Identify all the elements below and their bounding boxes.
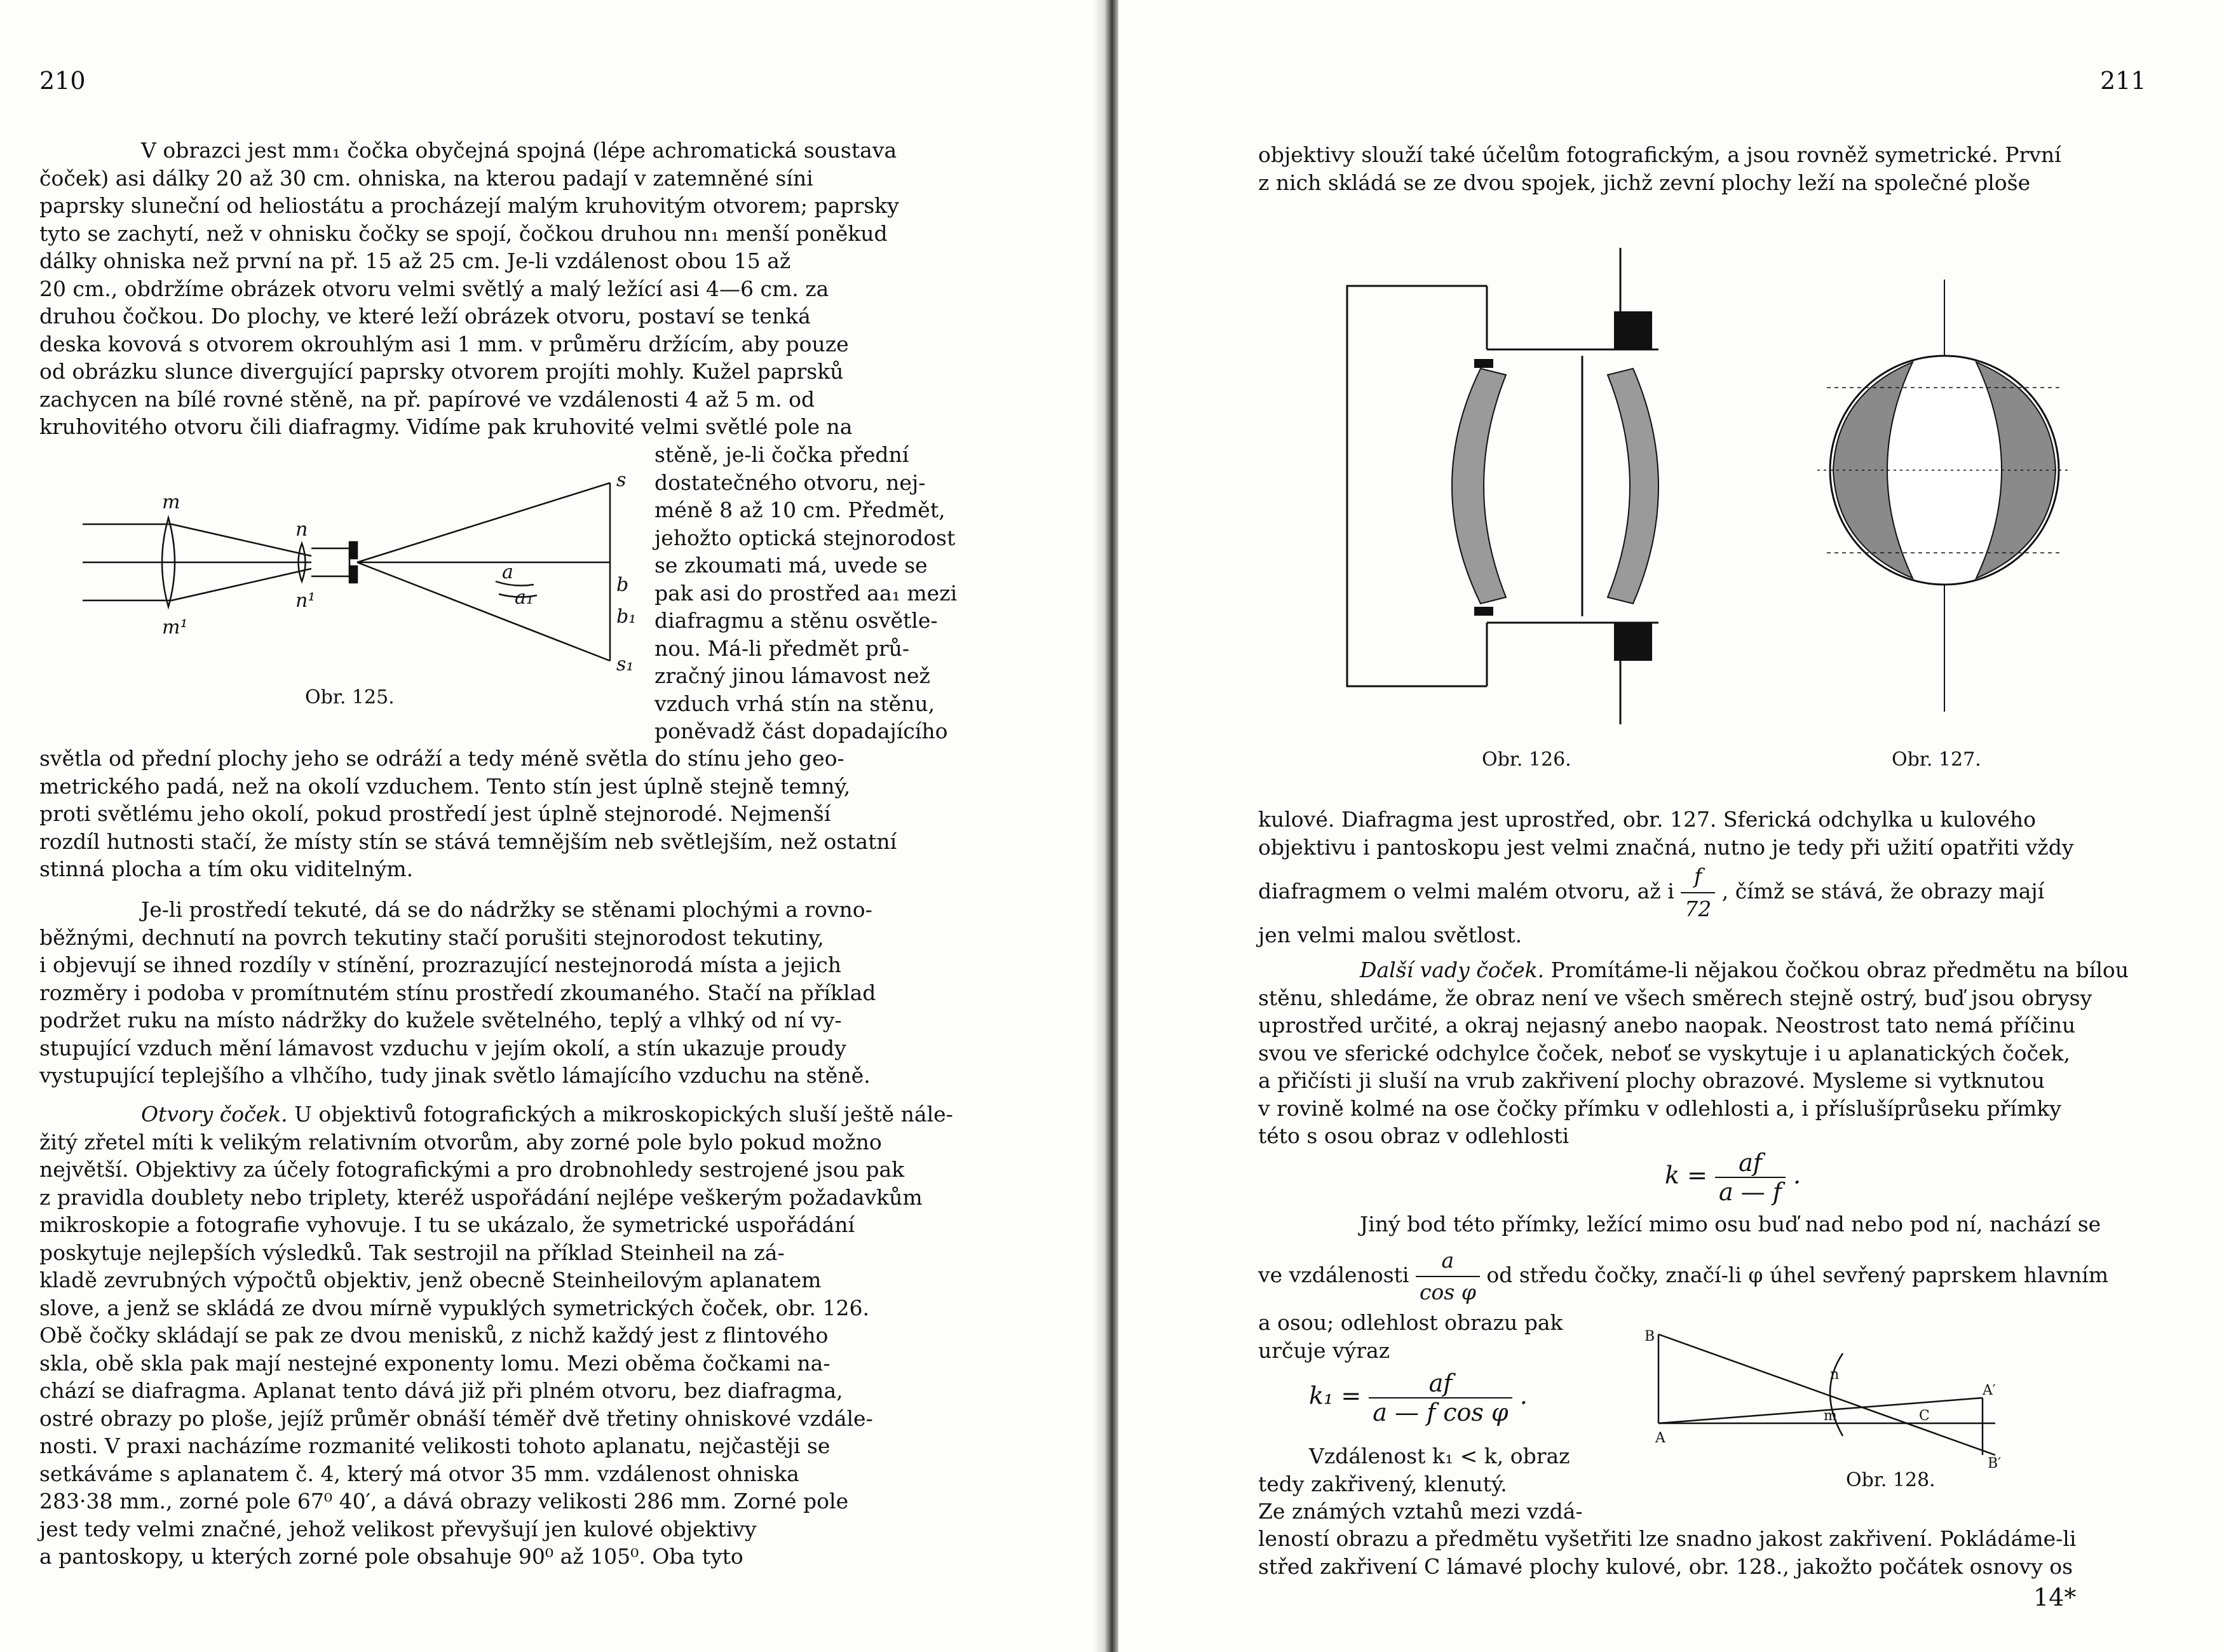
text-line: i objevují se ihned rozdíly v stínění, prozrazující nestejnorodá místa a jejich	[39, 952, 841, 977]
text-line: určuje výraz	[1258, 1337, 1390, 1363]
text-line: kruhovitého otvoru čili diafragmy. Vidíme pak kruhovité velmi světlé pole na	[39, 414, 853, 439]
text-line: druhou čočkou. Do plochy, ve které leží obrázek otvoru, postaví se tenká	[39, 304, 811, 328]
text-line: Jiný bod této přímky, ležící mimo osu buď nad nebo pod ní, nachází se	[1360, 1212, 2101, 1236]
label-n: n	[1830, 1367, 1840, 1383]
page-number: 211	[2100, 67, 2146, 95]
label-s1: s₁	[616, 653, 634, 675]
section-title: Otvory čoček.	[141, 1102, 288, 1127]
text-line: deska kovová s otvorem okrouhlým asi 1 mm. v průměru držícím, aby pouze	[39, 331, 849, 356]
page-number: 210	[39, 67, 86, 95]
figure-126	[1341, 229, 1735, 724]
text-line: méně 8 až 10 cm. Předmět,	[654, 498, 946, 522]
formula-k1: k₁ = $\frac{af}{\text{a — f cos φ}}$ .	[1309, 1369, 1528, 1426]
text-line: rozdíl hutnosti stačí, že místy stín se stává temnějším neb světlejším, než ostatní	[39, 829, 897, 854]
figure-127-caption: Obr. 127.	[1892, 748, 1981, 771]
paragraph-diafragma	[1258, 806, 2160, 861]
text-line: poněvadž část dopadajícího	[654, 719, 948, 743]
text-line: vystupující teplejšího a vlhčího, tudy jinak světlo lámajícího vzduchu na stěně.	[39, 1063, 871, 1088]
text-line: stěně, je-li čočka přední	[654, 442, 909, 467]
label-n: n	[295, 518, 308, 541]
text-line: vzduch vrhá stín na stěnu,	[654, 691, 935, 716]
paragraph-apertures	[39, 1100, 983, 1571]
label-b1: b₁	[616, 606, 637, 628]
label-n1: n¹	[295, 590, 316, 612]
text-line: skla, obě skla pak mají nestejné exponenty lomu. Mezi oběma čočkami na-	[39, 1350, 831, 1376]
text-line: podržet ruku na místo nádržky do kužele světelného, teplý a vlhký od ní vy-	[39, 1008, 842, 1032]
text-line: a osou; odlehlost obrazu pak	[1258, 1310, 1563, 1335]
section-title: Další vady čoček.	[1360, 958, 1545, 982]
text-line: setkáváme s aplanatem č. 4, který má otvor 35 mm. vzdálenost ohniska	[39, 1461, 799, 1486]
text-line: dostatečného otvoru, nej-	[654, 470, 926, 495]
text-line: kulové. Diafragma jest uprostřed, obr. 127. Sferická odchylka u kulového	[1258, 807, 2037, 832]
text-line: jest tedy velmi značné, jehož velikost převyšují jen kulové objektivy	[39, 1516, 757, 1541]
text-line: V obrazci jest mm₁ čočka obyčejná spojná (lépe achromatická soustava	[141, 138, 897, 163]
text-line: stěnu, shledáme, že obraz není ve všech směrech stejně ostrý, buď jsou obrysy	[1258, 985, 2092, 1010]
text-line: Je-li prostředí tekuté, dá se do nádržky se stěnami plochými a rovno-	[141, 897, 872, 922]
text-line: proti světlému jeho okolí, pokud prostředí jest úplně stejnorodé. Nejmenší	[39, 801, 831, 826]
text-line: zachycen na bílé rovné stěně, na př. papírové ve vzdálenosti 4 až 5 m. od	[39, 386, 815, 412]
text-line: tedy zakřivený, klenutý.	[1258, 1471, 1507, 1496]
signature-mark: 14*	[2033, 1583, 2077, 1611]
text-line: jehožto optická stejnorodost	[654, 525, 956, 550]
text-line: mikroskopie a fotografie vyhovuje. I tu se ukázalo, že symetrické uspořádání	[39, 1212, 855, 1237]
text-line: pak asi do prostřed aa₁ mezi	[654, 580, 958, 606]
text-line: stinná plocha a tím oku viditelným.	[39, 856, 414, 881]
label-C: C	[1919, 1408, 1930, 1424]
text-line: této s osou obraz v odlehlosti	[1258, 1123, 1570, 1148]
text-line: kladě zevrubných výpočtů objektiv, jenž obecně Steinheilovým aplanatem	[39, 1268, 822, 1292]
paragraph-side	[654, 441, 983, 745]
text-light: jen velmi malou světlost.	[1258, 923, 1522, 947]
figure-125-caption: Obr. 125.	[305, 686, 395, 708]
text-line: světla od přední plochy jeho se odráží a tedy méně světla do stínu jeho geo-	[39, 746, 844, 771]
label-A1: A′	[1983, 1383, 1996, 1398]
right-page	[1118, 0, 2224, 1652]
text-line: 20 cm., obdržíme obrázek otvoru velmi světlý a malý ležící asi 4—6 cm. za	[39, 276, 829, 301]
paragraph-intro	[1258, 141, 2160, 196]
label-A: A	[1655, 1430, 1665, 1446]
text-line: a pantoskopy, u kterých zorné pole obsahuje 90⁰ až 105⁰. Oba tyto	[39, 1544, 743, 1569]
text-line: žitý zřetel míti k velikým relativním otvorům, aby zorné pole bylo pokud možno	[39, 1129, 882, 1154]
label-B: B	[1644, 1329, 1655, 1344]
formula-k: k = $\frac{af}{a — f}$ .	[1665, 1149, 1801, 1206]
text-line: tyto se zachytí, než v ohnisku čočky se spojí, čočkou druhou nn₁ menší poněkud	[39, 220, 888, 246]
text-line: leností obrazu a předmětu vyšetřiti lze snadno jakost zakřivení. Pokládáme-li	[1258, 1526, 2077, 1551]
paragraph-distance	[1258, 1442, 1601, 1526]
left-page	[0, 0, 1106, 1652]
text-line: Obě čočky skládají se pak ze dvou menisků, z nichž každý jest z flintového	[39, 1323, 829, 1348]
text-line: rozměry i podoba v promítnutém stínu prostředí zkoumaného. Stačí na příklad	[39, 980, 876, 1005]
text-fragment: , čímž se stává, že obrazy mají	[1721, 879, 2045, 904]
text-line: nosti. V praxi nacházíme rozmanité velikosti tohoto aplanatu, nejčastěji se	[39, 1433, 831, 1458]
text-line: Vzdálenost k₁ < k, obraz	[1309, 1444, 1570, 1468]
text-line: objektivu i pantoskopu jest velmi značná, nutno je tedy při užití opatřiti vždy	[1258, 834, 2074, 860]
text-line: U objektivů fotografických a mikroskopických sluší ještě nále-	[294, 1102, 953, 1127]
text-line: dálky ohniska než první na př. 15 až 25 cm. Je-li vzdálenost obou 15 až	[39, 248, 791, 273]
formula-line-f72	[1258, 860, 2160, 925]
text-line: nou. Má-li předmět prů-	[654, 635, 909, 661]
text-line: čoček) asi dálky 20 až 30 cm. ohniska, na kterou padají v zatemněné síni	[39, 165, 813, 191]
label-m: m	[162, 491, 180, 513]
text-line: uprostřed určité, a okraj nejasný anebo naopak. Neostrost tato nemá příčinu	[1258, 1013, 2076, 1038]
text-line: střed zakřivení C lámavé plochy kulové, obr. 128., jakožto počátek osnovy os	[1258, 1554, 2073, 1579]
label-a: a	[502, 561, 513, 583]
paragraph-final	[1258, 1525, 2160, 1580]
figure-128	[1639, 1328, 2033, 1474]
text-line: se zkoumati má, uvede se	[654, 553, 928, 578]
text-line: největší. Objektivy za účely fotografickými a pro drobnohledy sestrojené jsou pak	[39, 1157, 905, 1182]
text-line: stupující vzduch mění lámavost vzduchu v jejím okolí, a stín ukazuje proudy	[39, 1035, 846, 1060]
figure-128-caption: Obr. 128.	[1846, 1469, 1936, 1491]
text-line: běžnými, dechnutí na povrch tekutiny stačí porušiti stejnorodost tekutiny,	[39, 924, 824, 950]
text-line: objektivy slouží také účelům fotografickým, a jsou rovněž symetrické. První	[1258, 142, 2061, 167]
text-line: od obrázku slunce divergující paprsky otvorem projíti mohly. Kužel paprsků	[39, 359, 844, 384]
label-B1: B′	[1988, 1456, 2002, 1472]
paragraph-intro-tail	[39, 745, 983, 883]
paragraph-intro	[39, 137, 983, 441]
text-line: diafragmu a stěnu osvětle-	[654, 608, 938, 633]
text-fragment: diafragmem o velmi malém otvoru, až i	[1258, 879, 1674, 904]
text-line: chází se diafragma. Aplanat tento dává již při plném otvoru, bez diafragma,	[39, 1378, 843, 1403]
text-line: slove, a jenž se skládá ze dvou mírně vypuklých symetrických čoček, obr. 126.	[39, 1295, 869, 1320]
label-s: s	[616, 469, 627, 491]
fraction-f-72: $\frac{f}{72}$	[1681, 860, 1715, 925]
formula-line-cos	[1258, 1245, 2160, 1308]
figure-125	[76, 467, 648, 677]
text-line: Ze známých vztahů mezi vzdá-	[1258, 1499, 1583, 1524]
paragraph-left-col	[1258, 1309, 1601, 1364]
text-line: Promítáme-li nějakou čočkou obraz předmětu na bílou	[1550, 958, 2129, 982]
label-b: b	[616, 574, 629, 596]
paragraph-other-point	[1258, 1210, 2160, 1238]
text-line: a přičísti ji sluší na vrub zakřivení plochy obrazové. Mysleme si vytknutou	[1258, 1068, 2045, 1093]
label-m: m	[1824, 1408, 1837, 1424]
text-line: ostré obrazy po ploše, jejíž průměr obnáší téměř dvě třetiny ohniskové vzdále-	[39, 1405, 873, 1431]
figure-127	[1792, 280, 2091, 712]
label-a1: a₁	[515, 586, 534, 609]
text-fragment: od středu čočky, značí-li φ úhel sevřený paprskem hlavním	[1486, 1263, 2108, 1287]
text-line: z pravidla doublety nebo triplety, kteréž uspořádání nejlépe veškerým požadavkům	[39, 1184, 923, 1210]
paragraph-liquid	[39, 896, 983, 1090]
text-line: v rovině kolmé na ose čočky přímku v odlehlosti a, i příslušíprůseku přímky	[1258, 1095, 2061, 1121]
text-line: metrického padá, než na okolí vzduchem. Tento stín jest úplně stejně temný,	[39, 773, 851, 799]
label-m1: m¹	[162, 616, 188, 639]
text-line: zračný jinou lámavost než	[654, 663, 930, 688]
text-fragment: ve vzdálenosti	[1258, 1263, 1409, 1287]
text-line: svou ve sferické odchylce čoček, neboť se vyskytuje i u aplanatických čoček,	[1258, 1040, 2070, 1066]
text-line: paprsky sluneční od heliostátu a procházejí malým kruhovitým otvorem; paprsky	[39, 193, 899, 218]
text-line: 283·38 mm., zorné pole 67⁰ 40′, a dává obrazy velikosti 286 mm. Zorné pole	[39, 1489, 849, 1513]
fraction-a-cos: $\frac{a}{\text{cos φ}}$	[1416, 1245, 1480, 1308]
figure-126-caption: Obr. 126.	[1482, 748, 1571, 771]
paragraph-defects	[1258, 956, 2160, 1150]
text-line: poskytuje nejlepších výsledků. Tak sestrojil na příklad Steinheil na zá-	[39, 1240, 785, 1265]
text-line: z nich skládá se ze dvou spojek, jichž zevní plochy leží na společné ploše	[1258, 170, 2031, 195]
